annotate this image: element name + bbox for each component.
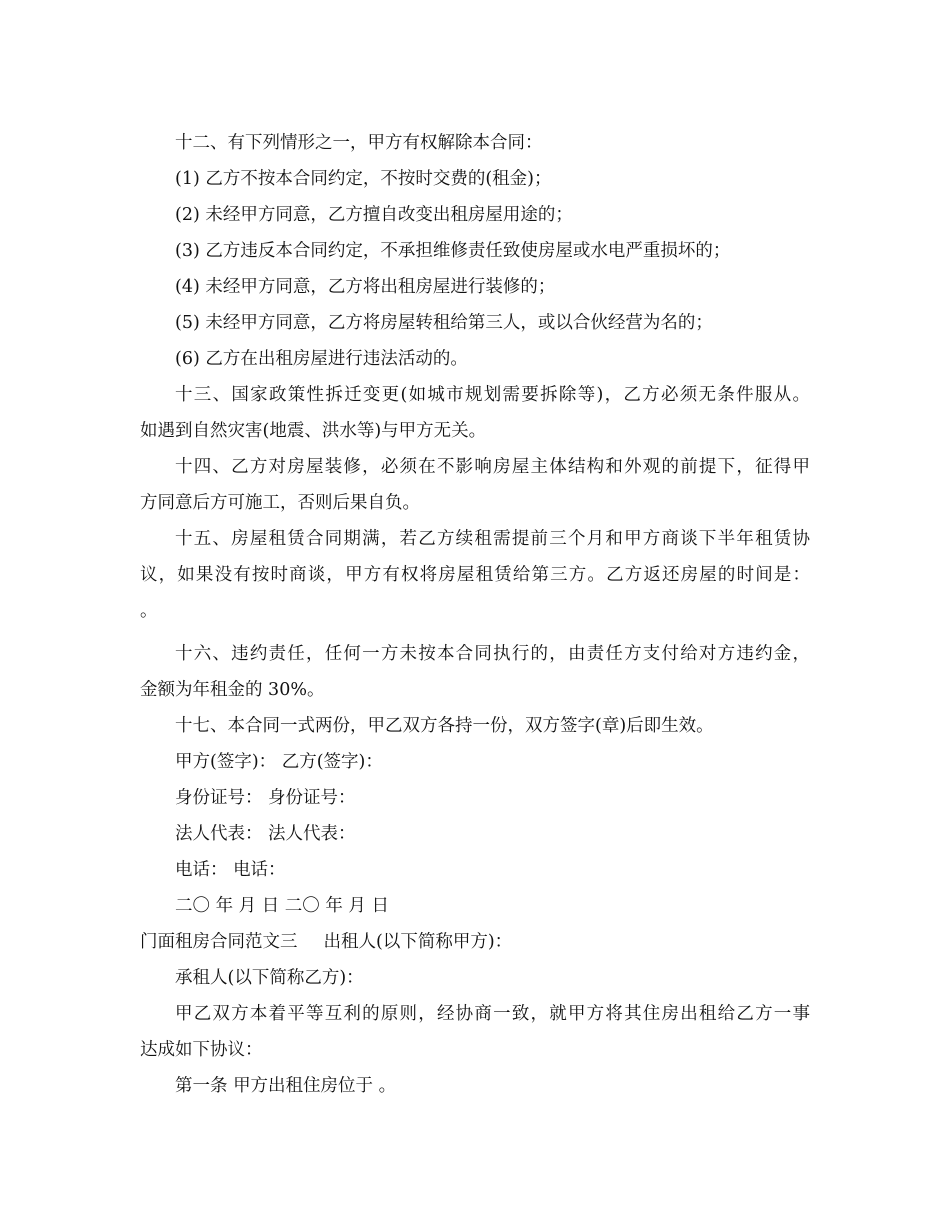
clause-12-item-1: (1) 乙方不按本合同约定，不按时交费的(租金)； [175,169,552,189]
template-3-header-line [140,927,810,957]
template-3-title: 门面租房合同范文三 [140,932,298,952]
clause-17: 十七、本合同一式两份，甲乙双方各持一份，双方签字(章)后即生效。 [175,716,714,736]
clause-15-line-2: 议，如果没有按时商谈，甲方有权将房屋租赁给第三方。乙方返还房屋的时间是： [140,565,810,585]
signature-id-number: 身份证号： 身份证号： [175,788,356,808]
lessor-label: 出租人(以下简称甲方)： [323,932,513,952]
clause-12-heading: 十二、有下列情形之一，甲方有权解除本合同： [175,133,543,153]
intro-line-2: 达成如下协议： [140,1040,263,1060]
signature-legal-rep: 法人代表： 法人代表： [175,824,356,844]
clause-12-item-3: (3) 乙方违反本合同约定，不承担维修责任致使房屋或水电严重损坏的； [175,241,731,261]
clause-14-line-1: 十四、乙方对房屋装修，必须在不影响房屋主体结构和外观的前提下，征得甲 [175,457,810,477]
clause-13-line-2: 如遇到自然灾害(地震、洪水等)与甲方无关。 [140,421,487,441]
clause-15-line-3: 。 [140,601,158,621]
clause-14-line-2: 方同意后方可施工，否则后果自负。 [140,493,420,513]
clause-16-line-1: 十六、违约责任，任何一方未按本合同执行的，由责任方支付给对方违约金， [175,644,810,664]
signature-parties: 甲方(签字)： 乙方(签字)： [175,752,383,772]
intro-line-1: 甲乙双方本着平等互利的原则，经协商一致，就甲方将其住房出租给乙方一事 [175,1004,810,1024]
clause-13-line-1: 十三、国家政策性拆迁变更(如城市规划需要拆除等)，乙方必须无条件服从。 [175,385,810,405]
clause-12-item-2: (2) 未经甲方同意，乙方擅自改变出租房屋用途的； [175,205,573,225]
signature-date: 二〇 年 月 日 二〇 年 月 日 [175,896,389,916]
clause-12-item-6: (6) 乙方在出租房屋进行违法活动的。 [175,349,468,369]
clause-15-line-1: 十五、房屋租赁合同期满，若乙方续租需提前三个月和甲方商谈下半年租赁协 [175,529,810,549]
clause-16-line-2: 金额为年租金的 30%。 [140,680,325,700]
signature-phone: 电话： 电话： [175,860,286,880]
article-1: 第一条 甲方出租住房位于 。 [175,1076,397,1096]
lessee-label: 承租人(以下简称乙方)： [175,968,364,988]
clause-12-item-4: (4) 未经甲方同意，乙方将出租房屋进行装修的； [175,277,556,297]
clause-12-item-5: (5) 未经甲方同意，乙方将房屋转租给第三人，或以合伙经营为名的； [175,313,713,333]
